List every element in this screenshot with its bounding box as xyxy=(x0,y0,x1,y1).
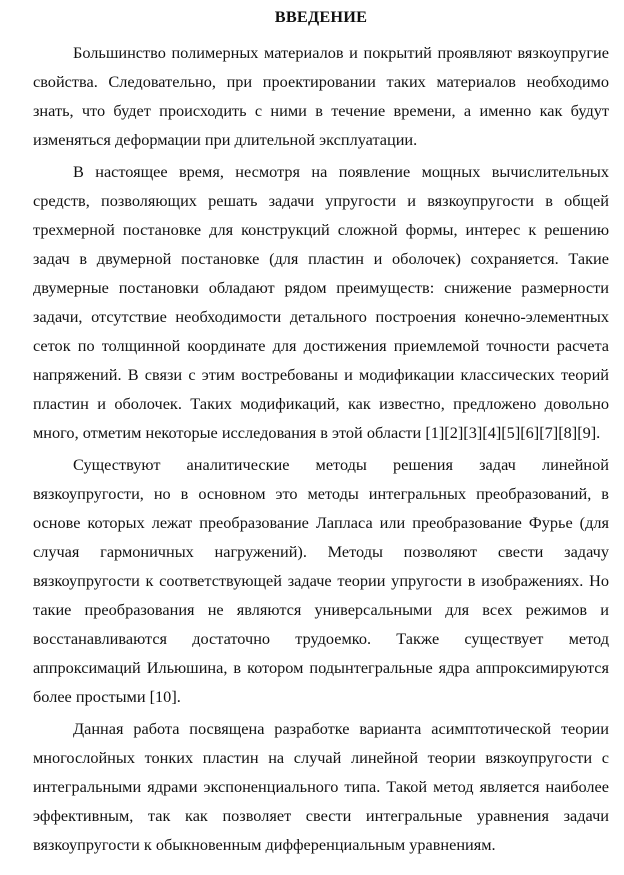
paragraph-3: Существуют аналитические методы решения задач линейной вязкоупругости, но в основном это методы интегральных преобразований, в основе которых лежат преобразование Лапласа или преобразование Фурье (для случая гармоничных нагружений). Методы позволяют свести задачу вязкоупругости к соответствующей задаче теории упругости в изображениях. Но такие преобразования не являются универсальными для всех режимов и восстанавливаются достаточно трудоемко. Также существует метод аппроксимаций Ильюшина, в котором подынтегральные ядра аппроксимируются более простыми [10]. xyxy=(33,455,609,706)
section-title: ВВЕДЕНИЕ xyxy=(274,7,368,26)
paragraph-1: Большинство полимерных материалов и покрытий проявляют вязкоупругие свойства. Следовательно, при проектировании таких материалов необходимо знать, что будет происходить с ними в течение времени, а именно как будут изменяться деформации при длительной эксплуатации. xyxy=(33,43,609,149)
paragraph-2: В настоящее время, несмотря на появление мощных вычислительных средств, позволяющих решать задачи упругости и вязкоупругости в общей трехмерной постановке для конструкций сложной формы, интерес к решению задач в двумерной постановке (для пластин и оболочек) сохраняется. Такие двумерные постановки обладают рядом преимуществ: снижение размерности задачи, отсутствие необходимости детального построения конечно-элементных сеток по толщинной координате для достижения приемлемой точности расчета напряжений. В связи с этим востребованы и модификации классических теорий пластин и оболочек. Таких модификаций, как известно, предложено довольно много, отметим некоторые исследования в этой области [1][2][3][4][5][6][7][8][9]. xyxy=(33,162,609,442)
document-page xyxy=(33,0,609,859)
paragraph-4: Данная работа посвящена разработке варианта асимптотической теории многослойных тонких пластин на случай линейной теории вязкоупругости с интегральными ядрами экспоненциального типа. Такой метод является наиболее эффективным, так как позволяет свести интегральные уравнения задачи вязкоупругости к обыкновенным дифференциальным уравнениям. xyxy=(33,719,609,854)
